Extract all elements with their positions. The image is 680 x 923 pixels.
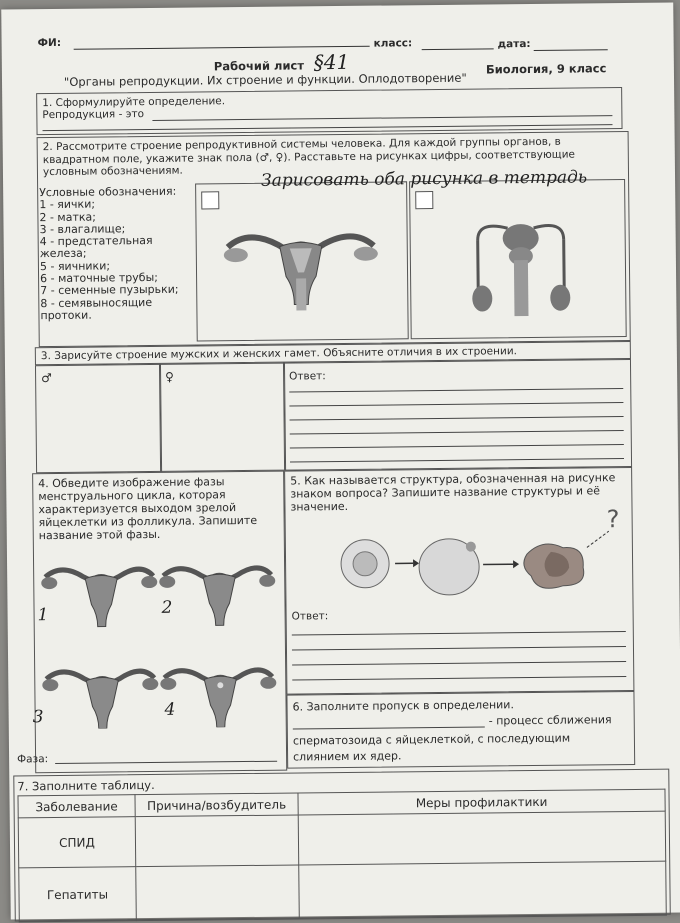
follicle-sequence-illustration bbox=[337, 523, 628, 606]
worksheet-title: Рабочий лист bbox=[213, 58, 305, 74]
phase-label-1: 1 bbox=[37, 605, 49, 626]
q3-answer-box bbox=[283, 359, 632, 471]
fio-label: ФИ: bbox=[37, 36, 62, 50]
q5-answer-label: Ответ: bbox=[291, 610, 329, 623]
subject-label: Биология, 9 класс bbox=[485, 61, 607, 77]
male-sign: ♂ bbox=[41, 371, 52, 386]
male-reproductive-illustration bbox=[457, 209, 584, 328]
uterus-phase-4 bbox=[160, 670, 277, 728]
phase-label-2: 2 bbox=[161, 597, 173, 618]
table-cell-cause[interactable] bbox=[136, 865, 300, 921]
q6-tail-2: сперматозоида с яйцеклеткой, с последующим bbox=[292, 731, 571, 748]
legend-item: 8 - семявыносящие bbox=[40, 295, 153, 310]
table-cell-cause[interactable] bbox=[135, 815, 299, 867]
female-sign: ♀ bbox=[165, 369, 174, 384]
disease-table bbox=[17, 789, 666, 923]
phase-label-4: 4 bbox=[164, 699, 176, 720]
q3-text: 3. Зарисуйте строение мужских и женских гамет. Объясните отличия в их строении. bbox=[40, 345, 518, 363]
class-label: класс: bbox=[373, 37, 413, 50]
q6-tail-3: слиянием их ядер. bbox=[293, 749, 402, 764]
q6-text: 6. Заполните пропуск в определении. bbox=[292, 698, 514, 714]
phase-label: Фаза: bbox=[17, 753, 49, 766]
table-cell-disease: СПИД bbox=[18, 817, 136, 868]
date-field[interactable] bbox=[534, 49, 608, 51]
table-cell-disease: Гепатиты bbox=[19, 867, 137, 922]
table-row bbox=[18, 811, 665, 868]
q3-answer-label: Ответ: bbox=[289, 370, 326, 383]
table-cell-prevention[interactable] bbox=[299, 861, 667, 919]
worksheet-subtitle: "Органы репродукции. Их строение и функции. Оплодотворение" bbox=[63, 70, 467, 89]
q6-tail-1: - процесс сближения bbox=[488, 713, 612, 728]
female-sex-checkbox[interactable] bbox=[201, 191, 219, 209]
handwritten-note: Зарисовать оба рисунка в тетрадь bbox=[260, 167, 588, 191]
legend-item: железа; bbox=[39, 247, 87, 261]
worksheet-page bbox=[1, 3, 680, 920]
uterus-phase-3 bbox=[42, 671, 159, 729]
legend-item: 6 - маточные трубы; bbox=[40, 270, 158, 286]
question-mark-label: ? bbox=[606, 505, 620, 534]
legend-item: протоки. bbox=[40, 308, 92, 323]
uterus-phase-1 bbox=[41, 569, 158, 627]
table-cell-prevention[interactable] bbox=[298, 811, 666, 865]
q5-text: 5. Как называется структура, обозначенная на рисунке знаком вопроса? Запишите название структуры и её значение. bbox=[290, 471, 616, 514]
table-row bbox=[19, 861, 667, 922]
legend-item: 4 - предстательная bbox=[39, 234, 153, 249]
legend-item: 7 - семенные пузырьки; bbox=[40, 283, 179, 298]
male-gamete-draw-area[interactable] bbox=[35, 364, 162, 473]
uterus-phase-2 bbox=[159, 568, 276, 626]
legend-item: 5 - яичники; bbox=[39, 259, 111, 273]
legend-title: Условные обозначения: bbox=[39, 184, 177, 200]
female-gamete-draw-area[interactable] bbox=[159, 363, 286, 472]
q2-legend bbox=[39, 186, 194, 323]
table-header-prevention: Меры профилактики bbox=[298, 789, 665, 815]
date-label: дата: bbox=[497, 38, 531, 51]
legend-item: 3 - влагалище; bbox=[39, 222, 126, 237]
q7-text: 7. Заполните таблицу. bbox=[17, 777, 155, 794]
menstrual-phase-illustrations bbox=[39, 557, 281, 730]
class-field[interactable] bbox=[422, 48, 494, 50]
q1-prompt: Репродукция - это bbox=[42, 108, 145, 122]
legend-item: 2 - матка; bbox=[39, 210, 96, 224]
table-header-disease: Заболевание bbox=[18, 795, 135, 818]
female-reproductive-illustration bbox=[217, 216, 384, 318]
male-sex-checkbox[interactable] bbox=[415, 191, 433, 209]
q4-text: 4. Обведите изображение фазы менструального цикла, которая характеризуется выходом зрелой яйцеклетки из фолликула. Запишите название этой фазы. bbox=[38, 475, 258, 543]
handwritten-paragraph: §41 bbox=[313, 49, 350, 75]
phase-label-3: 3 bbox=[32, 707, 44, 728]
q1-text: 1. Сформулируйте определение. bbox=[42, 95, 226, 110]
legend-item: 1 - яички; bbox=[39, 197, 96, 212]
table-header-cause: Причина/возбудитель bbox=[135, 793, 298, 817]
q2-text: 2. Рассмотрите строение репродуктивной системы человека. Для каждой группы органов, в квадратном поле, укажите знак пола (♂, ♀). Расставьте на рисунках цифры, соответствующие условным обозначениям. bbox=[42, 135, 576, 179]
